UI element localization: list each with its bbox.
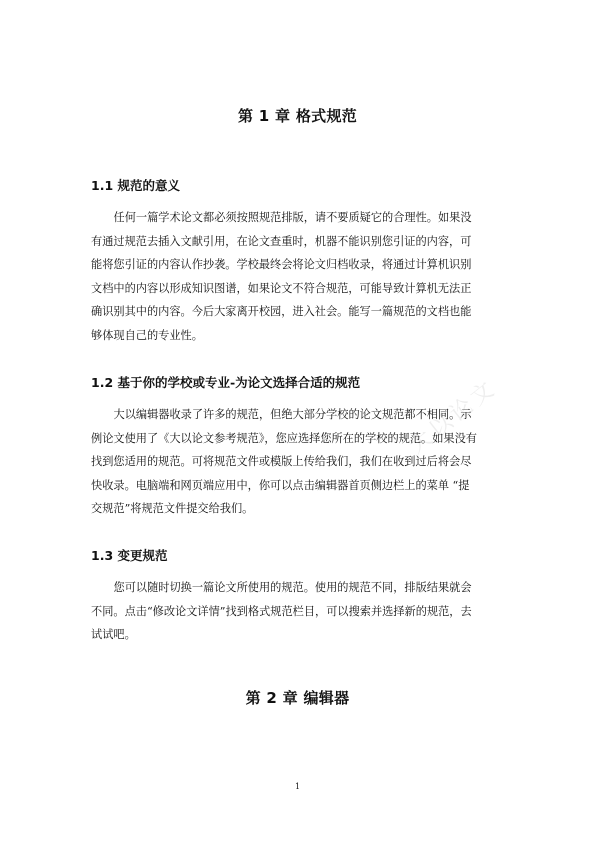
section-1-2-heading: 1.2 基于你的学校或专业-为论文选择合适的规范 — [91, 375, 361, 390]
paragraph-line: 能将您引证的内容认作抄袭。学校最终会将论文归档收录，将通过计算机识别 — [91, 258, 472, 272]
paragraph-line: 确识别其中的内容。今后大家离开校园，进入社会。能写一篇规范的文档也能 — [91, 305, 472, 319]
section-1-3-paragraph — [91, 576, 507, 647]
paragraph-line: 试试吧。 — [91, 628, 136, 642]
chapter-2-title: 第 2 章 编辑器 — [245, 689, 350, 707]
paragraph-line: 有通过规范去插入文献引用，在论文查重时，机器不能识别您引证的内容，可 — [91, 234, 472, 248]
paragraph-line: 大以编辑器收录了许多的规范，但绝大部分学校的论文规范都不相同。示 — [113, 408, 472, 421]
paragraph-line: 您可以随时切换一篇论文所使用的规范。使用的规范不同，排版结果就会 — [113, 581, 472, 594]
watermark: 大以论文 — [404, 375, 502, 459]
section-1-1-paragraph — [91, 206, 507, 348]
paragraph-line: 文档中的内容以形成知识图谱，如果论文不符合规范，可能导致计算机无法正 — [91, 281, 472, 295]
chapter-1-title: 第 1 章 格式规范 — [237, 107, 358, 125]
paragraph-line: 快收录。电脑端和网页端应用中，你可以点击编辑器首页侧边栏上的菜单 “提 — [91, 478, 470, 492]
page-number: 1 — [294, 782, 301, 791]
paragraph-line: 任何一篇学术论文都必须按照规范排版，请不要质疑它的合理性。如果没 — [113, 211, 472, 224]
paragraph-line: 够体现自己的专业性。 — [91, 328, 203, 342]
section-1-3-heading: 1.3 变更规范 — [91, 548, 168, 563]
section-1-1-heading: 1.1 规范的意义 — [91, 178, 180, 193]
paragraph-line: 例论文使用了《大以论文参考规范》，您应选择您所在的学校的规范。如果没有 — [91, 431, 477, 445]
paragraph-line: 不同。点击“修改论文详情”找到格式规范栏目，可以搜索并选择新的规范，去 — [91, 604, 472, 618]
paragraph-line: 找到您适用的规范。可将规范文件或模版上传给我们，我们在收到过后将会尽 — [91, 455, 472, 469]
paragraph-line: 交规范”将规范文件提交给我们。 — [91, 502, 254, 516]
